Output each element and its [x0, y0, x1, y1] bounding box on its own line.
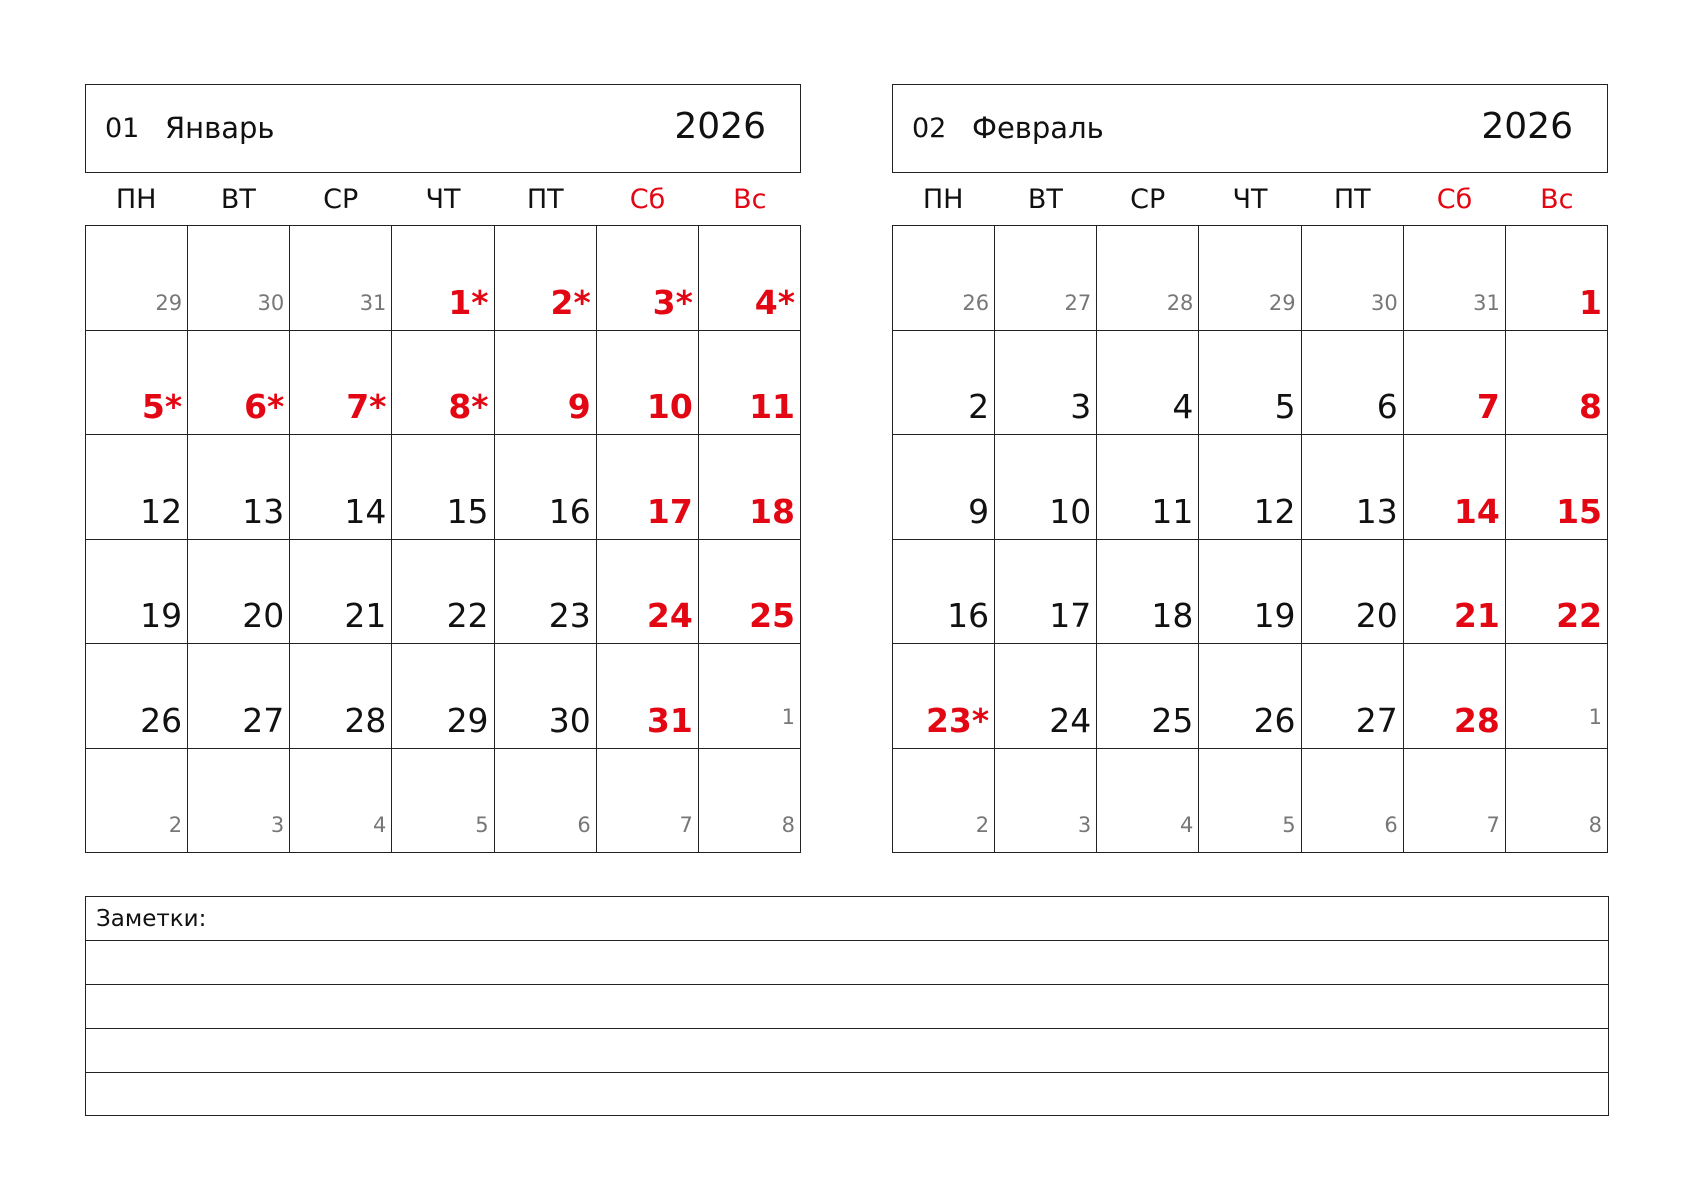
month-january [85, 84, 801, 853]
day-number: 4 [373, 813, 387, 837]
day-number: 16 [548, 491, 591, 531]
weekday-label: ПН [115, 183, 157, 215]
day-cell[interactable] [1302, 644, 1404, 749]
day-cell[interactable] [893, 540, 995, 645]
day-number: 29 [155, 290, 183, 315]
day-cell[interactable] [1097, 435, 1199, 540]
day-cell[interactable] [699, 644, 801, 749]
day-cell[interactable] [188, 540, 290, 645]
day-number: 18 [1151, 596, 1194, 635]
day-number: 1 [1588, 704, 1602, 729]
day-cell[interactable] [1302, 540, 1404, 645]
day-number: 5 [1282, 813, 1296, 837]
day-cell[interactable] [597, 331, 699, 436]
day-cell[interactable] [290, 331, 392, 436]
day-cell[interactable] [995, 644, 1097, 749]
day-number: 5 [475, 813, 489, 837]
day-cell[interactable] [86, 644, 188, 749]
day-cell[interactable] [995, 540, 1097, 645]
weekday-label: ПТ [1333, 183, 1371, 215]
day-cell[interactable] [1097, 331, 1199, 436]
weekday-row [85, 173, 801, 225]
day-cell[interactable] [1404, 331, 1506, 436]
month-name: Январь [165, 111, 275, 145]
weekday-label: ЧТ [1232, 183, 1268, 215]
day-cell[interactable] [995, 226, 1097, 331]
day-number: 4 [1180, 813, 1194, 837]
day-number: 8 [781, 813, 795, 837]
day-cell[interactable] [86, 749, 188, 854]
day-number: 27 [242, 700, 285, 740]
day-cell[interactable] [1302, 435, 1404, 540]
day-cell[interactable] [1199, 226, 1301, 331]
day-cell[interactable] [1404, 226, 1506, 331]
day-cell[interactable] [1097, 749, 1199, 854]
day-cell[interactable] [1506, 540, 1608, 645]
day-number: 26 [962, 290, 990, 315]
day-cell[interactable] [1097, 540, 1199, 645]
day-number: 17 [646, 491, 693, 531]
day-number: 27 [1064, 290, 1092, 315]
day-cell[interactable] [1506, 226, 1608, 331]
day-number: 4* [754, 282, 795, 322]
day-cell[interactable] [1506, 435, 1608, 540]
day-number: 6 [577, 813, 591, 837]
day-cell[interactable] [1302, 749, 1404, 854]
day-cell[interactable] [86, 331, 188, 436]
day-number: 6 [1376, 387, 1398, 426]
day-number: 1 [1579, 282, 1602, 322]
month-year: 2026 [674, 106, 766, 147]
notes-line [86, 984, 1608, 985]
day-number: 29 [446, 700, 489, 740]
day-number: 22 [446, 596, 489, 635]
day-grid [85, 225, 801, 853]
day-number: 6* [244, 387, 285, 426]
day-cell[interactable] [86, 226, 188, 331]
day-number: 24 [646, 596, 693, 635]
day-cell[interactable] [392, 540, 494, 645]
month-name: Февраль [972, 111, 1104, 145]
day-cell[interactable] [495, 435, 597, 540]
day-number: 15 [446, 491, 489, 531]
day-cell[interactable] [597, 749, 699, 854]
day-cell[interactable] [1199, 749, 1301, 854]
day-cell[interactable] [699, 540, 801, 645]
day-number: 21 [344, 596, 387, 635]
day-number: 3 [270, 813, 285, 837]
day-cell[interactable] [495, 644, 597, 749]
day-cell[interactable] [495, 749, 597, 854]
weekday-label: Сб [1436, 183, 1473, 215]
day-number: 10 [1049, 491, 1092, 531]
day-cell[interactable] [495, 540, 597, 645]
day-cell[interactable] [188, 749, 290, 854]
day-number: 4 [1172, 387, 1194, 426]
day-cell[interactable] [699, 435, 801, 540]
day-cell[interactable] [495, 331, 597, 436]
day-number: 2 [168, 813, 183, 837]
day-cell[interactable] [1199, 540, 1301, 645]
day-cell[interactable] [1302, 226, 1404, 331]
day-number: 19 [140, 596, 183, 635]
day-cell[interactable] [392, 331, 494, 436]
day-number: 13 [1355, 491, 1398, 531]
weekday-label: СР [323, 183, 359, 215]
weekday-label: ПТ [526, 183, 564, 215]
day-cell[interactable] [86, 435, 188, 540]
day-cell[interactable] [893, 435, 995, 540]
day-number: 8 [1579, 387, 1602, 426]
day-cell[interactable] [893, 331, 995, 436]
month-header [85, 84, 801, 173]
day-cell[interactable] [290, 226, 392, 331]
day-cell[interactable] [597, 644, 699, 749]
day-number: 9 [567, 387, 591, 426]
day-number: 13 [242, 491, 285, 531]
day-number: 26 [1253, 700, 1296, 740]
day-number: 30 [548, 700, 591, 740]
notes-box[interactable] [85, 896, 1609, 1116]
notes-label: Заметки: [96, 906, 207, 932]
day-number: 14 [1453, 491, 1500, 531]
day-number: 7 [1476, 387, 1500, 426]
day-number: 2 [968, 387, 990, 426]
day-number: 31 [1473, 290, 1500, 315]
month-number: 01 [105, 113, 140, 144]
day-cell[interactable] [597, 226, 699, 331]
day-number: 5* [141, 387, 183, 426]
day-number: 2* [550, 282, 591, 322]
weekday-label: ЧТ [425, 183, 461, 215]
day-number: 20 [242, 596, 285, 635]
weekday-label: ВТ [1027, 183, 1063, 215]
day-number: 28 [344, 700, 387, 740]
day-cell[interactable] [893, 644, 995, 749]
day-number: 30 [1370, 290, 1398, 315]
day-cell[interactable] [597, 540, 699, 645]
day-number: 10 [646, 387, 693, 426]
day-cell[interactable] [893, 749, 995, 854]
weekday-label: ВТ [220, 183, 256, 215]
weekday-row [892, 173, 1608, 225]
day-cell[interactable] [1199, 331, 1301, 436]
day-number: 15 [1556, 491, 1602, 531]
day-cell[interactable] [290, 644, 392, 749]
day-cell[interactable] [699, 226, 801, 331]
weekday-label: Сб [629, 183, 666, 215]
day-cell[interactable] [290, 540, 392, 645]
day-number: 3 [1077, 813, 1092, 837]
day-number: 11 [749, 387, 795, 426]
day-cell[interactable] [392, 435, 494, 540]
day-cell[interactable] [893, 226, 995, 331]
day-cell[interactable] [86, 540, 188, 645]
day-cell[interactable] [392, 226, 494, 331]
day-number: 3 [1070, 387, 1092, 426]
day-number: 7 [1486, 813, 1500, 837]
weekday-label: СР [1130, 183, 1166, 215]
day-cell[interactable] [1199, 435, 1301, 540]
day-cell[interactable] [1506, 644, 1608, 749]
day-cell[interactable] [1097, 226, 1199, 331]
day-cell[interactable] [1404, 644, 1506, 749]
day-number: 26 [140, 700, 183, 740]
day-number: 22 [1556, 596, 1602, 635]
day-cell[interactable] [188, 435, 290, 540]
day-cell[interactable] [1097, 644, 1199, 749]
day-number: 9 [968, 491, 990, 531]
day-number: 18 [749, 491, 795, 531]
day-number: 7 [679, 813, 693, 837]
day-number: 1* [448, 282, 489, 322]
day-number: 24 [1049, 700, 1092, 740]
day-cell[interactable] [1302, 331, 1404, 436]
day-cell[interactable] [1506, 331, 1608, 436]
notes-line [86, 1072, 1608, 1073]
day-cell[interactable] [699, 331, 801, 436]
day-number: 31 [359, 290, 387, 315]
day-number: 5 [1274, 387, 1296, 426]
day-number: 31 [646, 700, 693, 740]
day-number: 8* [448, 387, 489, 426]
day-number: 2 [975, 813, 990, 837]
day-number: 12 [140, 491, 183, 531]
day-number: 16 [947, 596, 990, 635]
notes-line [86, 1028, 1608, 1029]
day-number: 1 [781, 704, 795, 729]
day-number: 30 [257, 290, 285, 315]
day-number: 12 [1253, 491, 1296, 531]
day-cell[interactable] [1404, 749, 1506, 854]
day-cell[interactable] [995, 749, 1097, 854]
day-number: 28 [1453, 700, 1500, 740]
month-year: 2026 [1481, 106, 1573, 147]
notes-line [86, 940, 1608, 941]
day-cell[interactable] [995, 331, 1097, 436]
day-number: 7* [346, 387, 387, 426]
day-cell[interactable] [495, 226, 597, 331]
day-cell[interactable] [392, 644, 494, 749]
day-cell[interactable] [597, 435, 699, 540]
day-cell[interactable] [290, 435, 392, 540]
day-number: 17 [1049, 596, 1092, 635]
day-cell[interactable] [1404, 435, 1506, 540]
day-cell[interactable] [699, 749, 801, 854]
day-number: 21 [1453, 596, 1500, 635]
day-number: 14 [344, 491, 387, 531]
weekday-label: Вс [1540, 183, 1574, 215]
day-cell[interactable] [392, 749, 494, 854]
day-number: 11 [1151, 491, 1194, 531]
day-number: 29 [1268, 290, 1296, 315]
day-grid [892, 225, 1608, 853]
day-number: 25 [1151, 700, 1194, 740]
weekday-label: ПН [922, 183, 964, 215]
day-cell[interactable] [290, 749, 392, 854]
day-cell[interactable] [188, 226, 290, 331]
month-header [892, 84, 1608, 173]
month-number: 02 [912, 113, 947, 144]
day-number: 23 [548, 596, 591, 635]
day-cell[interactable] [995, 435, 1097, 540]
day-cell[interactable] [188, 331, 290, 436]
day-number: 25 [749, 596, 795, 635]
day-cell[interactable] [1199, 644, 1301, 749]
day-number: 19 [1253, 596, 1296, 635]
month-february [892, 84, 1608, 853]
day-number: 8 [1588, 813, 1602, 837]
day-number: 28 [1166, 290, 1194, 315]
weekday-label: Вс [733, 183, 767, 215]
day-number: 20 [1355, 596, 1398, 635]
day-number: 6 [1384, 813, 1398, 837]
day-number: 3* [652, 282, 693, 322]
day-cell[interactable] [1506, 749, 1608, 854]
day-number: 27 [1355, 700, 1398, 740]
day-cell[interactable] [188, 644, 290, 749]
day-number: 23* [925, 700, 990, 740]
day-cell[interactable] [1404, 540, 1506, 645]
